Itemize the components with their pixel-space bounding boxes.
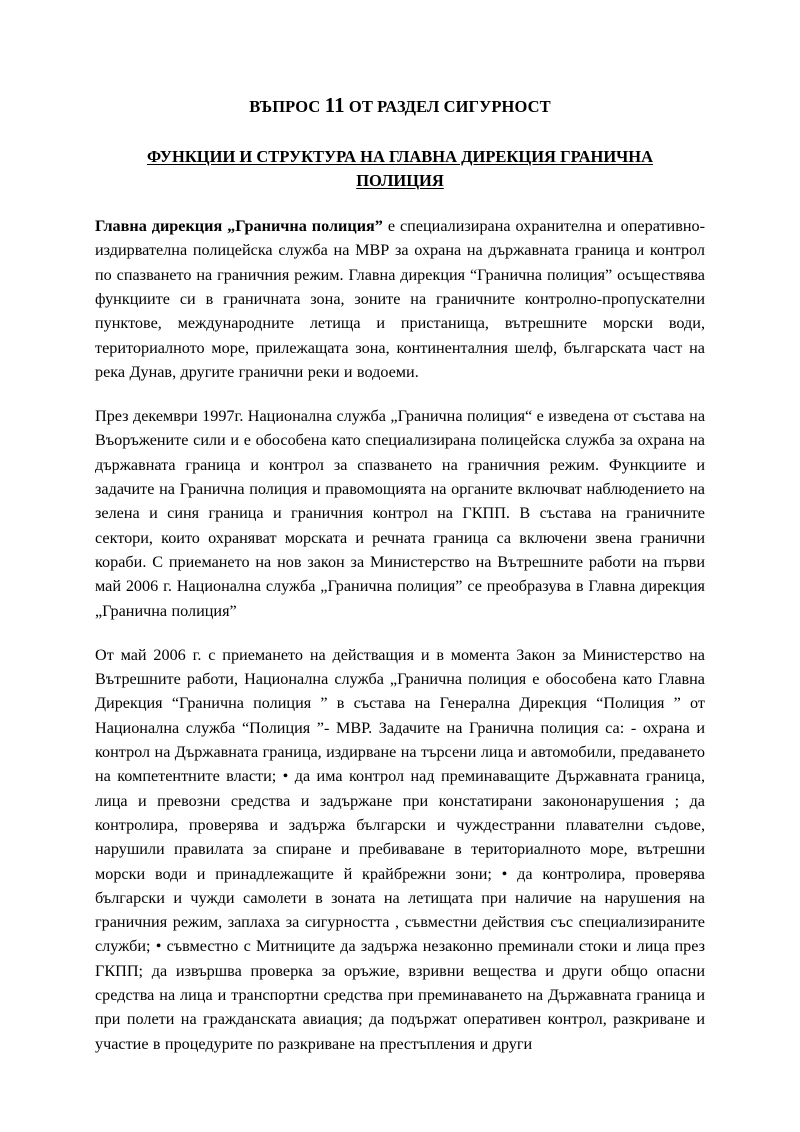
page-title bbox=[95, 92, 705, 118]
title-number: 11 bbox=[324, 93, 345, 117]
document-content bbox=[95, 0, 705, 1056]
paragraph-3 bbox=[95, 643, 705, 1056]
title-block bbox=[95, 0, 705, 192]
paragraph-3-text: От май 2006 г. с приемането на действащия и в момента Закон за Министерство на Вътрешните работи, Национална служба „Гранична полиция е обособена като Главна Дирекция “Гранична полиция ” в състава на Генерална Дирекция “Полиция ” от Национална служба “Полиция ”- МВР. Задачите на Гранична полиция са: - охрана и контрол на Държавната граница, издирване на търсени лица и автомобили, предаването на компетентните власти; • да има контрол над преминаващите Държавната граница, лица и превозни средства и задържане при констатирани закононарушения ; да контролира, проверява и задържа български и чуждестранни плавателни съдове, нарушили правилата за спиране и пребиваване в териториалното море, вътрешни морски води и принадлежащите й крайбрежни зони; • да контролира, проверява български и чужди самолети в зоната на летищата при наличие на нарушения на граничния режим, заплаха за сигурността , съвместни действия със специализираните служби; • съвместно с Митниците да задържа незаконно преминали стоки и лица през ГКПП; да извършва проверка за оръжие, взривни вещества и други общо опасни средства на лица и транспортни средства при преминаването на Държавната граница и при полети на гражданската авиация; да подържат оперативен контрол, разкриване и участие в процедурите по разкриване на престъпления и други bbox=[95, 645, 705, 1053]
paragraph-1-text: е специализирана охранителна и оперативно-издирвателна полицейска служба на МВР за охрана на държавната граница и контрол по спазването на граничния режим. Главна дирекция “Гранична полиция” осъществява функциите си в граничната зона, зоните на граничните контролно-пропускателни пунктове, международните летища и пристанища, вътрешните морски води, териториалното море, прилежащата зона, континенталния шелф, българската част на река Дунав, другите гранични реки и водоеми. bbox=[95, 217, 705, 381]
title-suffix: ОТ РАЗДЕЛ СИГУРНОСТ bbox=[344, 97, 551, 116]
page-subtitle bbox=[95, 118, 705, 192]
body-text bbox=[95, 192, 705, 1056]
title-prefix: ВЪПРОС bbox=[249, 97, 325, 116]
subtitle-line-2: ПОЛИЦИЯ bbox=[356, 170, 444, 190]
paragraph-2 bbox=[95, 404, 705, 623]
paragraph-1-lead: Главна дирекция „Гранична полиция” bbox=[95, 217, 383, 236]
paragraph-1 bbox=[95, 214, 705, 384]
paragraph-2-text: През декември 1997г. Национална служба „Гранична полиция“ е изведена от състава на Въоръжените сили и е обособена като специализирана полицейска служба за охрана на държавната граница и контрол за спазването на граничния режим. Функциите и задачите на Гранична полиция и правомощията на органите включват наблюдението на зелена и синя граница и граничния контрол на ГКПП. В състава на граничните сектори, които охраняват морската и речната граница са включени звена гранични кораби. С приемането на нов закон за Министерство на Вътрешните работи на първи май 2006 г. Национална служба „Гранична полиция” се преобразува в Главна дирекция „Гранична полиция” bbox=[95, 407, 705, 620]
subtitle-line-1: ФУНКЦИИ И СТРУКТУРА НА ГЛАВНА ДИРЕКЦИЯ ГРАНИЧНА bbox=[146, 147, 654, 167]
